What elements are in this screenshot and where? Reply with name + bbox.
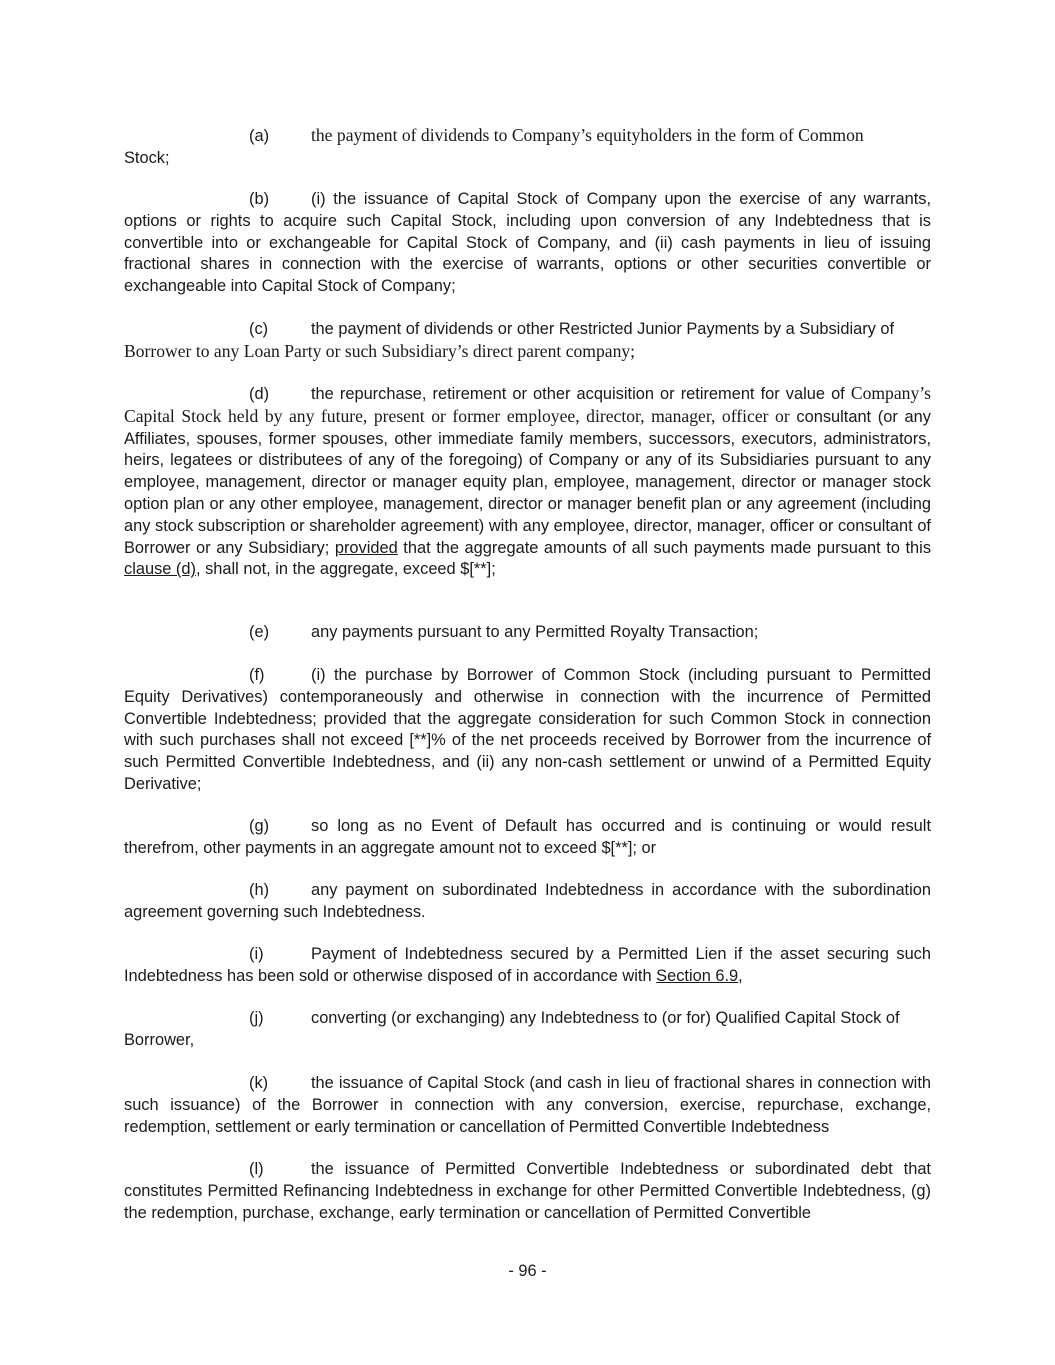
- text-j-1: converting (or exchanging) any Indebtedness to (or for) Qualified Capital Stock of: [311, 1009, 900, 1027]
- paragraph-g: [124, 816, 931, 860]
- label-f: (f): [249, 666, 265, 684]
- label-j: (j): [249, 1009, 264, 1027]
- paragraph-d: [124, 383, 931, 581]
- paragraph-l: [124, 1159, 931, 1224]
- label-k: (k): [249, 1074, 269, 1092]
- page-number: - 96 -: [508, 1262, 547, 1280]
- paragraph-k: [124, 1073, 931, 1138]
- text-i-2: ,: [738, 966, 743, 985]
- paragraph-h: [124, 880, 931, 924]
- paragraph-b: [124, 189, 931, 298]
- text-d-4: that the aggregate amounts of all such payments made pursuant to this: [403, 538, 932, 557]
- text-c-2: Borrower to any Loan Party or such Subsidiary’s direct parent company;: [124, 340, 636, 361]
- text-f: (i) the purchase by Borrower of Common Stock (including pursuant to Permitted Equity Derivatives) contemporaneously and otherwise in connection with the incurrence of Permitted Convertible Indebtedness; provided that the aggregate consideration for such Common Stock in connection with such purchases shall not exceed [**]% of the net proceeds received by Borrower from the incurrence of such Permitted Convertible Indebtedness, and (ii) any non-cash settlement or unwind of a Permitted Equity Derivative;: [124, 666, 931, 793]
- text-l: the issuance of Permitted Convertible Indebtedness or subordinated debt that constitutes Permitted Refinancing Indebtedness in exchange for other Permitted Convertible Indebtedness, (g) the redemption, purchase, exchange, early termination or cancellation of Permitted Convertible: [124, 1160, 931, 1222]
- text-g: so long as no Event of Default has occurred and is continuing or would result therefrom, other payments in an aggregate amount not to exceed $[**]; or: [124, 817, 931, 857]
- text-k: the issuance of Capital Stock (and cash in lieu of fractional shares in connection with such issuance) of the Borrower in connection with any conversion, exercise, repurchase, exchange, redemption, settlement or early termination or cancellation of Permitted Convertible Indebtedness: [124, 1074, 931, 1136]
- label-h: (h): [249, 881, 270, 899]
- label-a: (a): [249, 127, 270, 145]
- paragraph-f: [124, 665, 931, 796]
- paragraph-j: [124, 1008, 931, 1052]
- text-c-1: the payment of dividends or other Restricted Junior Payments by a Subsidiary of: [311, 320, 895, 338]
- paragraph-a: [124, 125, 931, 170]
- text-b: (i) the issuance of Capital Stock of Company upon the exercise of any warrants, options or rights to acquire such Capital Stock, including upon conversion of any Indebtedness that is convertible into or exchangeable for Capital Stock of Company, and (ii) cash payments in lieu of issuing fractional shares in connection with the exercise of warrants, options or other securities convertible or exchangeable into Capital Stock of Company;: [124, 190, 931, 296]
- text-d-1: the repurchase, retirement or other acquisition or retirement for value of: [311, 385, 845, 403]
- label-l: (l): [249, 1160, 264, 1178]
- clause-d-reference[interactable]: clause (d): [124, 560, 196, 579]
- label-g: (g): [249, 817, 270, 835]
- label-d: (d): [249, 385, 270, 403]
- paragraph-e: [124, 622, 931, 644]
- label-b: (b): [249, 190, 270, 208]
- text-h: any payment on subordinated Indebtedness in accordance with the subordination agreement governing such Indebtedness.: [124, 881, 931, 921]
- text-e: any payments pursuant to any Permitted Royalty Transaction;: [311, 623, 759, 641]
- text-i-1: Payment of Indebtedness secured by a Permitted Lien if the asset securing such Indebtedness has been sold or otherwise disposed of in accordance with: [124, 945, 931, 985]
- label-c: (c): [249, 320, 269, 338]
- text-d-2: Company’s Capital Stock held by any future, present or former employee, director, manager, officer or: [124, 383, 931, 426]
- text-a-2: Stock;: [124, 148, 170, 167]
- text-d-3: consultant (or any Affiliates, spouses, former spouses, other immediate family members, successors, executors, administrators, heirs, legatees or distributees of any of the foregoing) of Company or any of its Subsidiaries pursuant to any employee, management, director or manager equity plan, employee, management, director or manager stock option plan or any other employee, management, director or manager benefit plan or any agreement (including any stock subscription or shareholder agreement) with any employee, director, manager, officer or consultant of Borrower or any Subsidiary;: [124, 407, 931, 557]
- text-j-2: Borrower,: [124, 1030, 195, 1049]
- text-d-5: , shall not, in the aggregate, exceed $[**];: [195, 560, 496, 579]
- paragraph-c: [124, 319, 931, 364]
- label-e: (e): [249, 623, 270, 641]
- paragraph-i: [124, 944, 931, 988]
- label-i: (i): [249, 945, 264, 963]
- text-a-1: the payment of dividends to Company’s equityholders in the form of Common: [311, 125, 864, 145]
- provided-term: provided: [334, 538, 398, 557]
- section-6-9-reference[interactable]: Section 6.9: [656, 966, 739, 985]
